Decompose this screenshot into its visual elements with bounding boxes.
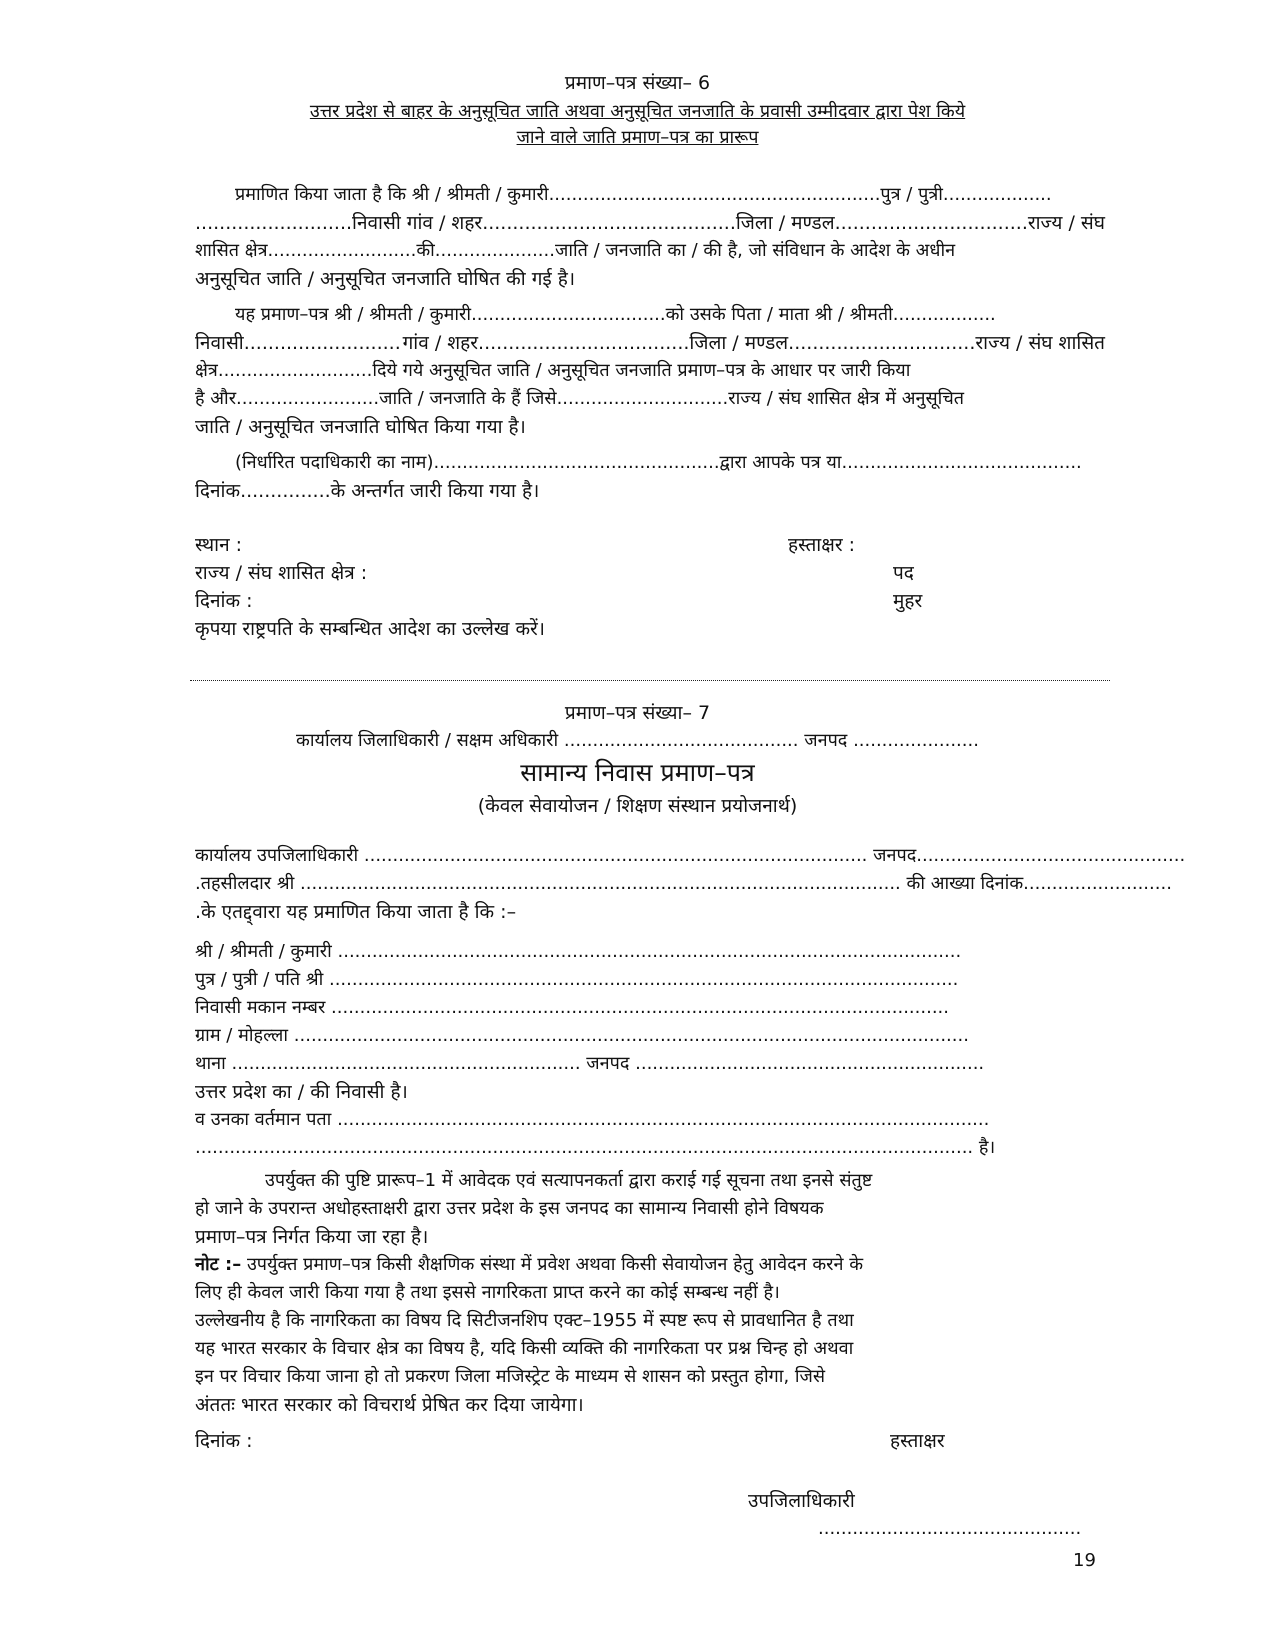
seal-label: मुहर xyxy=(893,590,923,612)
cert7-subheading: (केवल सेवायोजन / शिक्षण संस्थान प्रयोजनार्थ) xyxy=(477,795,798,817)
note-line: इन पर विचार किया जाना हो तो प्रकरण जिला मजिस्ट्रेट के माध्यम से शासन को प्रस्तुत होगा, जिसे xyxy=(195,1366,826,1387)
sdm-office-line: कार्यालय उपजिलाधिकारी ........................................................................................ जनपद ............................................... xyxy=(195,845,1186,866)
post-label: पद xyxy=(893,562,914,584)
hereby-line: .के एतद्द्वारा यह प्रमाणित किया जाता है कि :– xyxy=(195,901,517,923)
president-order-note: कृपया राष्ट्रपति के सम्बन्धित आदेश का उल्लेख करें। xyxy=(195,618,546,640)
cert6-subtitle-line2: जाने वाले जाति प्रमाण–पत्र का प्रारूप xyxy=(516,127,759,148)
sdm-label: उपजिलाधिकारी xyxy=(748,1490,855,1512)
note-line: अंततः भारत सरकार को विचरार्थ प्रेषित कर दिया जायेगा। xyxy=(195,1394,584,1416)
field-relation: पुत्र / पुत्री / पति श्री .............................................................................................................. xyxy=(195,969,959,990)
note-line: यह भारत सरकार के विचार क्षेत्र का विषय है, यदि किसी व्यक्ति की नागरिकता पर प्रश्न चिन्ह हो अथवा xyxy=(195,1338,854,1359)
field-house-number: निवासी मकान नम्बर ............................................................................................................ xyxy=(195,997,949,1018)
field-police-station: थाना ............................................................. जनपद ............................................................. xyxy=(195,1053,985,1074)
section-divider xyxy=(190,680,1110,681)
place-label: स्थान : xyxy=(195,534,243,556)
note-label: नोट :– xyxy=(195,1254,242,1275)
cert7-heading: सामान्य निवास प्रमाण–पत्र xyxy=(520,758,755,787)
text-line: हो जाने के उपरान्त अधोहस्ताक्षरी द्वारा उत्तर प्रदेश के इस जनपद का सामान्य निवासी होने विषयक xyxy=(195,1198,824,1219)
cert6-subtitle-line1: उत्तर प्रदेश से बाहर के अनुसूचित जाति अथवा अनुसूचित जनजाति के प्रवासी उम्मीदवार द्वारा पेश किये xyxy=(309,101,966,122)
text-line: उपर्युक्त की पुष्टि प्रारूप–1 में आवेदक एवं सत्यापनकर्ता द्वारा कराई गई सूचना तथा इनसे संतुष्ट xyxy=(265,1170,873,1191)
cert7-title: प्रमाण–पत्र संख्या– 7 xyxy=(564,702,711,724)
field-address-continued: ........................................................................................................................................ है। xyxy=(195,1137,996,1158)
text-line: शासित क्षेत्र..........................की.....................जाति / जनजाति का / की है, जो संविधान के आदेश के अधीन xyxy=(195,240,956,261)
text-line: ..........................निवासी गांव / शहर..........................................जिला / मण्डल................................राज्य / संघ xyxy=(195,212,1105,234)
date-label: दिनांक : xyxy=(195,590,253,612)
text-line: प्रमाणित किया जाता है कि श्री / श्रीमती / कुमारी..........................................................पुत्र / पुत्री................... xyxy=(235,184,1052,205)
text-line: प्रमाण–पत्र निर्गत किया जा रहा है। xyxy=(195,1226,429,1248)
field-name: श्री / श्रीमती / कुमारी ............................................................................................................. xyxy=(195,941,962,962)
field-current-address: व उनका वर्तमान पता .................................................................................................................. xyxy=(195,1109,990,1130)
signature-label: हस्ताक्षर : xyxy=(788,534,856,556)
cert7-date-label: दिनांक : xyxy=(195,1430,253,1452)
cert7-signature-label: हस्ताक्षर xyxy=(890,1430,945,1452)
text-line: क्षेत्र...........................दिये गये अनुसूचित जाति / अनुसूचित जनजाति प्रमाण–पत्र के आधार पर जारी किया xyxy=(195,360,911,381)
field-resident-statement: उत्तर प्रदेश का / की निवासी है। xyxy=(195,1081,408,1103)
note-line: नोट :– उपर्युक्त प्रमाण–पत्र किसी शैक्षणिक संस्था में प्रवेश अथवा किसी सेवायोजन हेतु आवेदन करने के xyxy=(195,1254,864,1275)
field-village: ग्राम / मोहल्ला ...................................................................................................................... xyxy=(195,1025,969,1046)
page-number: 19 xyxy=(1073,1550,1096,1571)
cert6-title: प्रमाण–पत्र संख्या– 6 xyxy=(564,72,711,94)
text-line: (निर्धारित पदाधिकारी का नाम)..................................................द्वारा आपके पत्र या.......................................... xyxy=(235,452,1082,473)
text-line: यह प्रमाण–पत्र श्री / श्रीमती / कुमारी..................................को उसके पिता / माता श्री / श्रीमती.................. xyxy=(235,304,996,325)
text-line: अनुसूचित जाति / अनुसूचित जनजाति घोषित की गई है। xyxy=(195,268,576,290)
text-line: है और.........................जाति / जनजाति के हैं जिसे..............................राज्य / संघ शासित क्षेत्र में अनुसूचित xyxy=(195,388,965,409)
note-line: लिए ही केवल जारी किया गया है तथा इससे नागरिकता प्राप्त करने का कोई सम्बन्ध नहीं है। xyxy=(195,1282,780,1303)
tehsildar-line: .तहसीलदार श्री ......................................................................................................... की आख्या दिनांक .......................... xyxy=(195,873,1172,894)
text-line: जाति / अनुसूचित जनजाति घोषित किया गया है। xyxy=(195,416,526,438)
state-label: राज्य / संघ शासित क्षेत्र : xyxy=(195,562,368,584)
note-line: उल्लेखनीय है कि नागरिकता का विषय दि सिटीजनशिप एक्ट–1955 में स्पष्ट रूप से प्रावधानित है तथा xyxy=(195,1310,854,1331)
cert7-office-line: कार्यालय जिलाधिकारी / सक्षम अधिकारी ......................................... जनपद ...................... xyxy=(296,730,979,751)
text-line: निवासी.......................... गांव / शहर...................................जिला / मण्डल...............................राज्य / संघ शासित xyxy=(195,332,1105,354)
sdm-dots: .............................................. xyxy=(818,1518,1082,1539)
text-line: दिनांक...............के अन्तर्गत जारी किया गया है। xyxy=(195,480,540,502)
